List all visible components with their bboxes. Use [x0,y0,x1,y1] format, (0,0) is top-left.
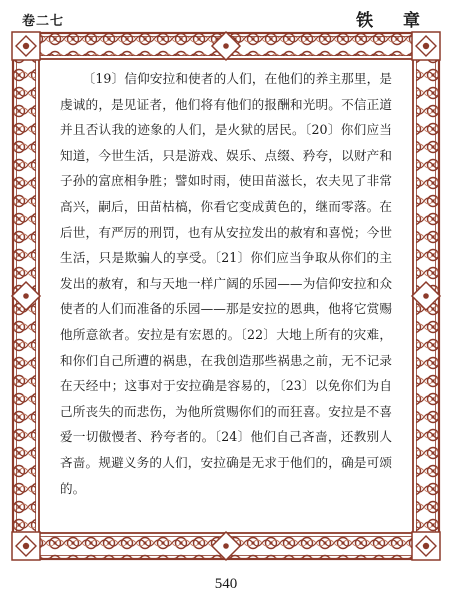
running-header-chapter-title: 铁 章 [356,11,432,31]
scripture-text-block [60,66,392,501]
running-header-volume: 卷二七 [22,14,65,29]
scripture-passage: 〔19〕信仰安拉和使者的人们，在他们的养主那里，是虔诚的，是见证者，他们将有他们的报酬和光明。不信正道并且否认我的迹象的人们，是火狱的居民。〔20〕你们应当知道，今世生活，只是游戏、娱乐、点缀、矜夸，以财产和子孙的富庶相争胜；譬如时雨，使田苗滋长，农夫见了非常高兴，嗣后，田苗枯槁，你看它变成黄色的，继而零落。在后世，有严厉的刑罚，也有从安拉发出的赦宥和喜悦；今世生活，只是欺骗人的享受。〔21〕你们应当争取从你们的主发出的赦宥，和与天地一样广阔的乐园——为信仰安拉和众使者的人们而准备的乐园——那是安拉的恩典，他将它赏赐他所意欲者。安拉是有宏恩的。〔22〕大地上所有的灾难，和你们自己所遭的祸患，在我创造那些祸患之前，无不记录在天经中；这事对于安拉确是容易的，〔23〕以免你们为自己所丧失的而悲伤，为他所赏赐你们的而狂喜。安拉是不喜爱一切傲慢者、矜夸者的。〔24〕他们自己吝啬，还教别人吝啬。规避义务的人们，安拉确是无求于他们的，确是可颂的。 [60,71,392,496]
page-number: 540 [214,576,238,592]
